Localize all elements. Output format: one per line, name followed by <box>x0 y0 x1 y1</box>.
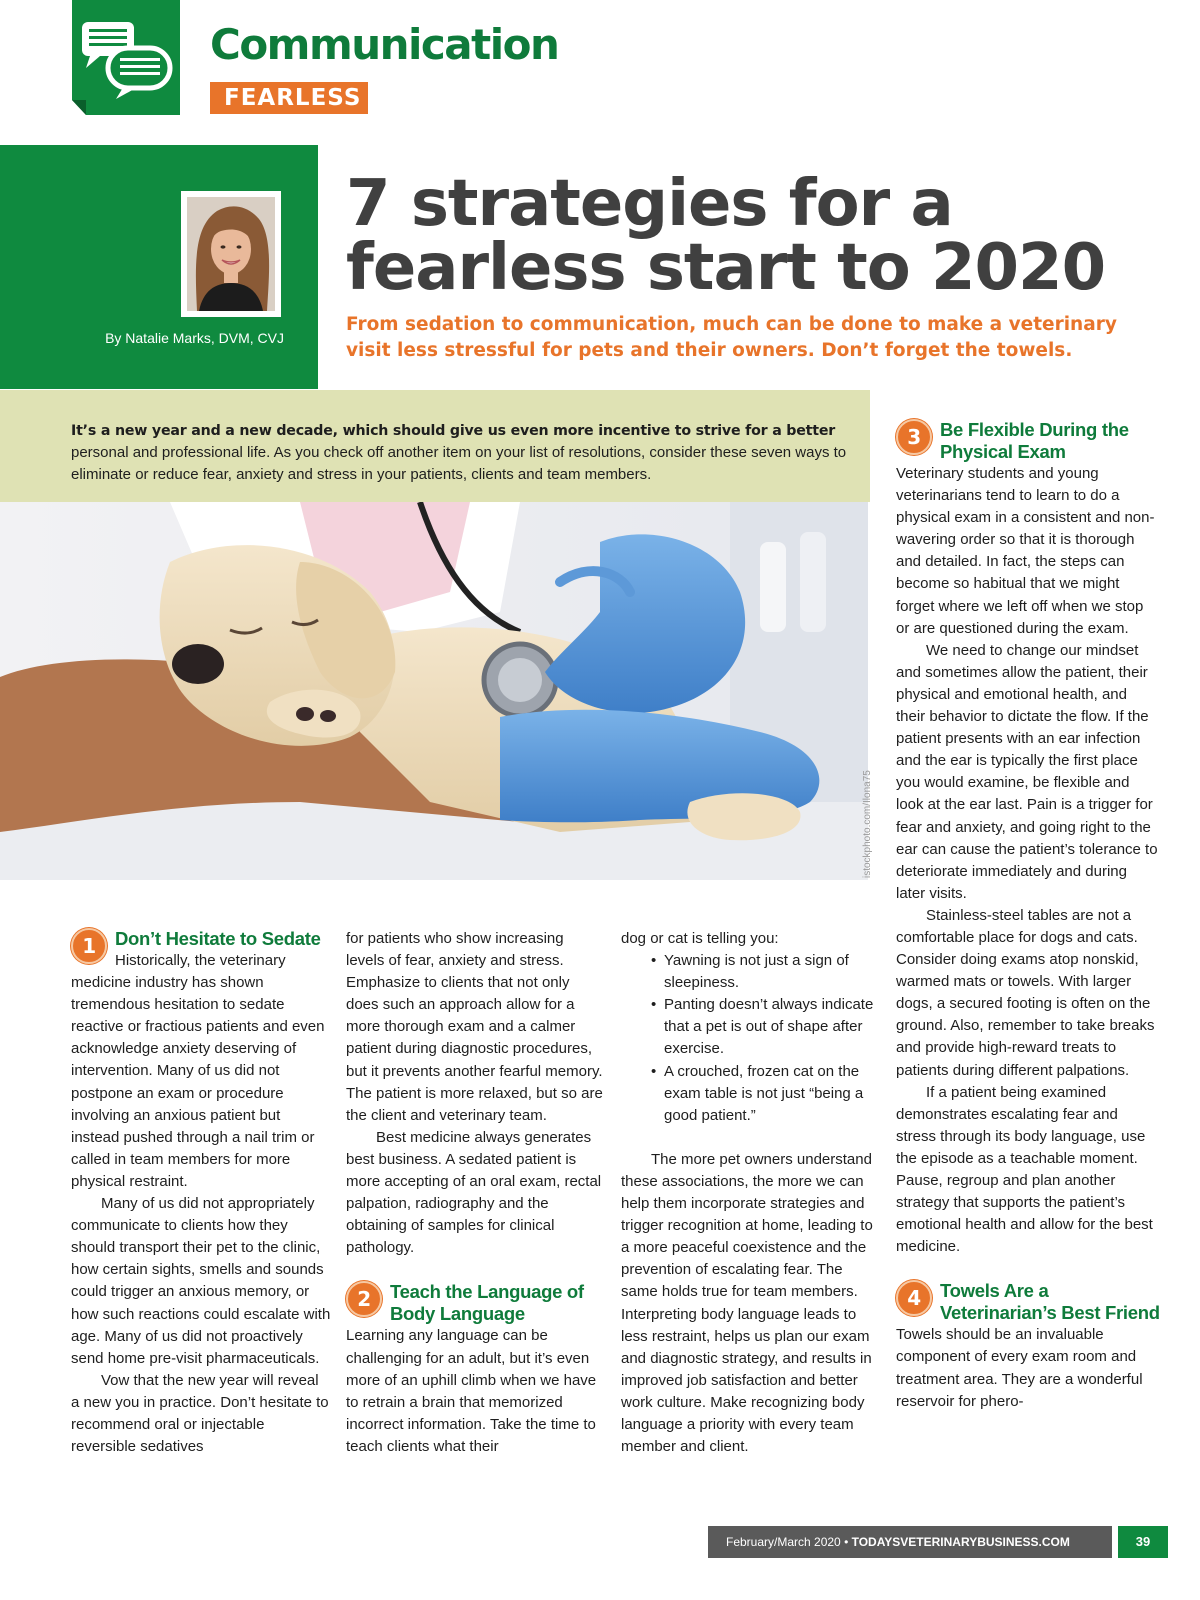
section-1-paragraph-3: Vow that the new year will reveal a new you in practice. Don’t hesitate to recommend oral or injectable reversible sedatives <box>71 1371 329 1456</box>
section-number-badge: 2 <box>346 1281 382 1317</box>
section-3-paragraph-2: We need to change our mindset and sometimes allow the patient, their physical and emotional health, and their behavior to dictate the flow. If the patient presents with an ear infection and the ear is typically the first place you would examine, be flexible and look at the ear last. Pain is a trigger for fear and anxiety, and going right to the ear can cause the patient’s tolerance to deteriorate immediately and during later visits. <box>896 641 1158 902</box>
section-1-heading <box>71 928 331 958</box>
section-number-badge: 3 <box>896 419 932 455</box>
footer-separator: • <box>840 1535 852 1549</box>
footer-bar <box>708 1526 1112 1558</box>
section-1-paragraph-4: for patients who show increasing levels of fear, anxiety and stress. Emphasize to clients that not only does such an approach allow for a more thorough exam and a calmer patient during diagnostic procedures, but it prevents another fearful memory. The patient is more relaxed, but so are the client and veterinary team. <box>346 930 603 1124</box>
page-number: 39 <box>1118 1526 1168 1558</box>
speech-bubbles-icon <box>72 0 180 115</box>
section-2-paragraph-1: Learning any language can be challenging for an adult, but it’s even more of an uphill climb when we have to retrain a brain that memorized incorrect information. Take the time to teach clients what their <box>346 1327 597 1455</box>
section-2-paragraph-2: dog or cat is telling you: <box>621 930 779 947</box>
article-deck: From sedation to communication, much can be done to make a veterinary visit less stressful for pets and their owners. Don’t forget the towels. <box>346 314 1117 361</box>
column-2 <box>346 928 606 1458</box>
section-1-paragraph-5: Best medicine always generates best business. A sedated patient is more accepting of an oral exam, rectal palpation, radiography and the obtaining of samples for clinical pathology. <box>346 1128 602 1257</box>
section-1-title: Don’t Hesitate to Sedate <box>115 928 321 949</box>
body-language-list <box>621 950 879 1127</box>
section-title: Communication <box>210 20 559 69</box>
photo-credit: istockphoto.com/Ilona75 <box>862 770 873 878</box>
section-number-badge: 4 <box>896 1280 932 1316</box>
section-4-title: Towels Are a Veterinarian’s Best Friend <box>940 1280 1160 1324</box>
column-3 <box>621 928 879 1458</box>
article-headline <box>346 167 1126 305</box>
intro-rest: personal and professional life. As you check off another item on your list of resolutions, consider these seven ways to eliminate or reduce fear, anxiety and stress in your patients, clients and team members. <box>71 444 847 483</box>
section-number-badge: 1 <box>71 928 107 964</box>
section-3-title: Be Flexible During the Physical Exam <box>940 419 1129 462</box>
section-2-title: Teach the Language of Body Language <box>390 1281 584 1325</box>
section-3-paragraph-3: Stainless-steel tables are not a comfortable place for dogs and cats. Consider doing exams atop nonskid, warmed mats or towels. With larger dogs, a secured footing is often on the ground. Also, remember to take breaks and provide high-reward treats to patients during different palpations. <box>896 906 1155 1079</box>
section-3-paragraph-1: Veterinary students and young veterinarians tend to learn to do a physical exam in a consistent and non-wavering order so that it is thorough and detailed. In fact, the steps can become so habitual that we might forget where we left off when we stop or are questioned during the exam. <box>896 465 1155 637</box>
footer-issue: February/March 2020 <box>726 1535 841 1549</box>
column-1 <box>71 928 331 1458</box>
section-2-heading <box>346 1281 606 1325</box>
section-1-paragraph-2: Many of us did not appropriately communicate to clients how they should transport their pet to the clinic, how certain sights, smells and sounds could trigger an anxious memory, or how such reactions could escalate with age. Many of us did not proactively send home pre-visit pharmaceuticals. <box>71 1195 331 1367</box>
footer-site: TODAYSVETERINARYBUSINESS.COM <box>851 1535 1070 1549</box>
list-item: • A crouched, frozen cat on the exam table is not just “being a good patient.” <box>621 1061 879 1127</box>
column-4 <box>896 419 1160 1413</box>
headline-line-2: fearless start to 2020 <box>346 231 1106 305</box>
list-item: • Yawning is not just a sign of sleepiness. <box>621 950 879 994</box>
section-1-paragraph-1: Historically, the veterinary medicine industry has shown tremendous hesitation to sedate reactive or fractious patients and even acknowledge anxiety deserving of intervention. Many of us did not postpone an exam or procedure involving an anxious patient but instead pushed through a nail trim or called in team members for more physical restraint. <box>71 952 325 1190</box>
author-photo <box>187 197 275 311</box>
section-4-paragraph-1: Towels should be an invaluable component of every exam room and treatment area. They are a wonderful reservoir for phero- <box>896 1326 1143 1410</box>
author-byline: By Natalie Marks, DVM, CVJ <box>105 330 284 346</box>
intro-lead: It’s a new year and a new decade, which should give us even more incentive to strive for a better <box>71 423 836 439</box>
section-tag: FEARLESS <box>210 82 368 114</box>
section-3-heading <box>896 419 1160 463</box>
section-3-paragraph-4: If a patient being examined demonstrates escalating fear and stress through its body language, use the episode as a teachable moment. Pause, regroup and plan another strategy that supports the patient’s emotional health and allow for the best medicine. <box>896 1083 1153 1256</box>
author-photo-frame <box>181 191 281 317</box>
section-2-paragraph-3: The more pet owners understand these associations, the more we can help them incorporate strategies and trigger recognition at home, leading to a more peaceful coexistence and the prevention of escalating fear. The same holds true for team members. Interpreting body language leads to less restraint, helps us plan our exam and diagnostic strategy, and results in improved job satisfaction and better work culture. Make recognizing body language a priority with every team member and client. <box>621 1150 873 1456</box>
headline-line-1: 7 strategies for a <box>346 167 953 241</box>
list-item: • Panting doesn’t always indicate that a pet is out of shape after exercise. <box>621 994 879 1060</box>
intro-paragraph <box>71 420 851 486</box>
article-photo <box>0 502 868 880</box>
section-4-heading <box>896 1280 1160 1324</box>
